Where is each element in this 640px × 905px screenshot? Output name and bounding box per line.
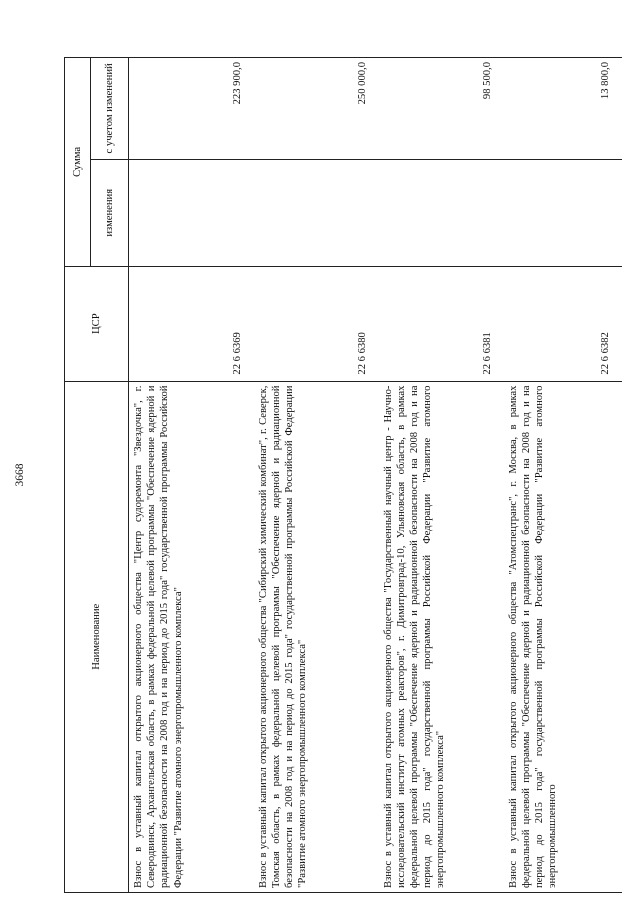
row-change — [504, 159, 622, 266]
table-row — [504, 58, 622, 893]
row-csr: 22 6 6381 — [379, 266, 504, 381]
row-name: Взнос в уставный капитал открытого акционерного общества "Атомспецтранс", г. Москва, в рамках федеральной целевой программы "Обеспечение ядерной и радиационной безопасности на 2008 год и на период до 2015 года" государственной программы Российской Федерации "Развитие атомного энергопромышленного — [504, 381, 622, 892]
row-with-changes: 98 500,0 — [379, 58, 504, 160]
header-with-changes: с учетом изменений — [91, 58, 129, 160]
row-name: Взнос в уставный капитал открытого акционерного общества "Сибирский химический комбинат", г. Северск, Томская область, в рамках федеральной целевой программы "Обеспечение ядерной и радиационной безопасности на 2008 год и на период до 2015 года" государственной программы Российской Федерации "Развитие атомного энергопромышленного комплекса" — [254, 381, 379, 892]
row-change — [379, 159, 504, 266]
rotated-table-page — [14, 57, 620, 893]
row-csr: 22 6 6369 — [129, 266, 254, 381]
row-change — [254, 159, 379, 266]
budget-table — [64, 57, 622, 893]
page-number: 3668 — [14, 463, 26, 487]
table-row — [129, 58, 254, 893]
row-name: Взнос в уставный капитал открытого акционерного общества "Государственный научный центр - Научно-исследовательский институт атомных реакторов", г. Димитровград-10, Ульяновская область, в рамках федеральной целевой программы "Обеспечение ядерной и радиационной безопасности на 2008 год и на период до 2015 года" государственной программы Российской Федерации "Развитие атомного энергопромышленного комплекса" — [379, 381, 504, 892]
table-row — [254, 58, 379, 893]
row-with-changes: 250 000,0 — [254, 58, 379, 160]
header-change: изменения — [91, 159, 129, 266]
row-name: Взнос в уставный капитал открытого акционерного общества "Центр судоремонта "Звездочка", г. Северодвинск, Архангельская область, в рамках федеральной целевой программы "Обеспечение ядерной и радиационной безопасности на 2008 год и на период до 2015 года" государственной программы Российской Федерации "Развитие атомного энергопромышленного комплекса" — [129, 381, 254, 892]
header-sum: Сумма — [65, 58, 91, 267]
row-with-changes: 13 800,0 — [504, 58, 622, 160]
header-csr: ЦСР — [65, 266, 129, 381]
header-name: Наименование — [65, 381, 129, 892]
row-csr: 22 6 6382 — [504, 266, 622, 381]
row-change — [129, 159, 254, 266]
row-csr: 22 6 6380 — [254, 266, 379, 381]
row-with-changes: 223 900,0 — [129, 58, 254, 160]
table-row — [379, 58, 504, 893]
